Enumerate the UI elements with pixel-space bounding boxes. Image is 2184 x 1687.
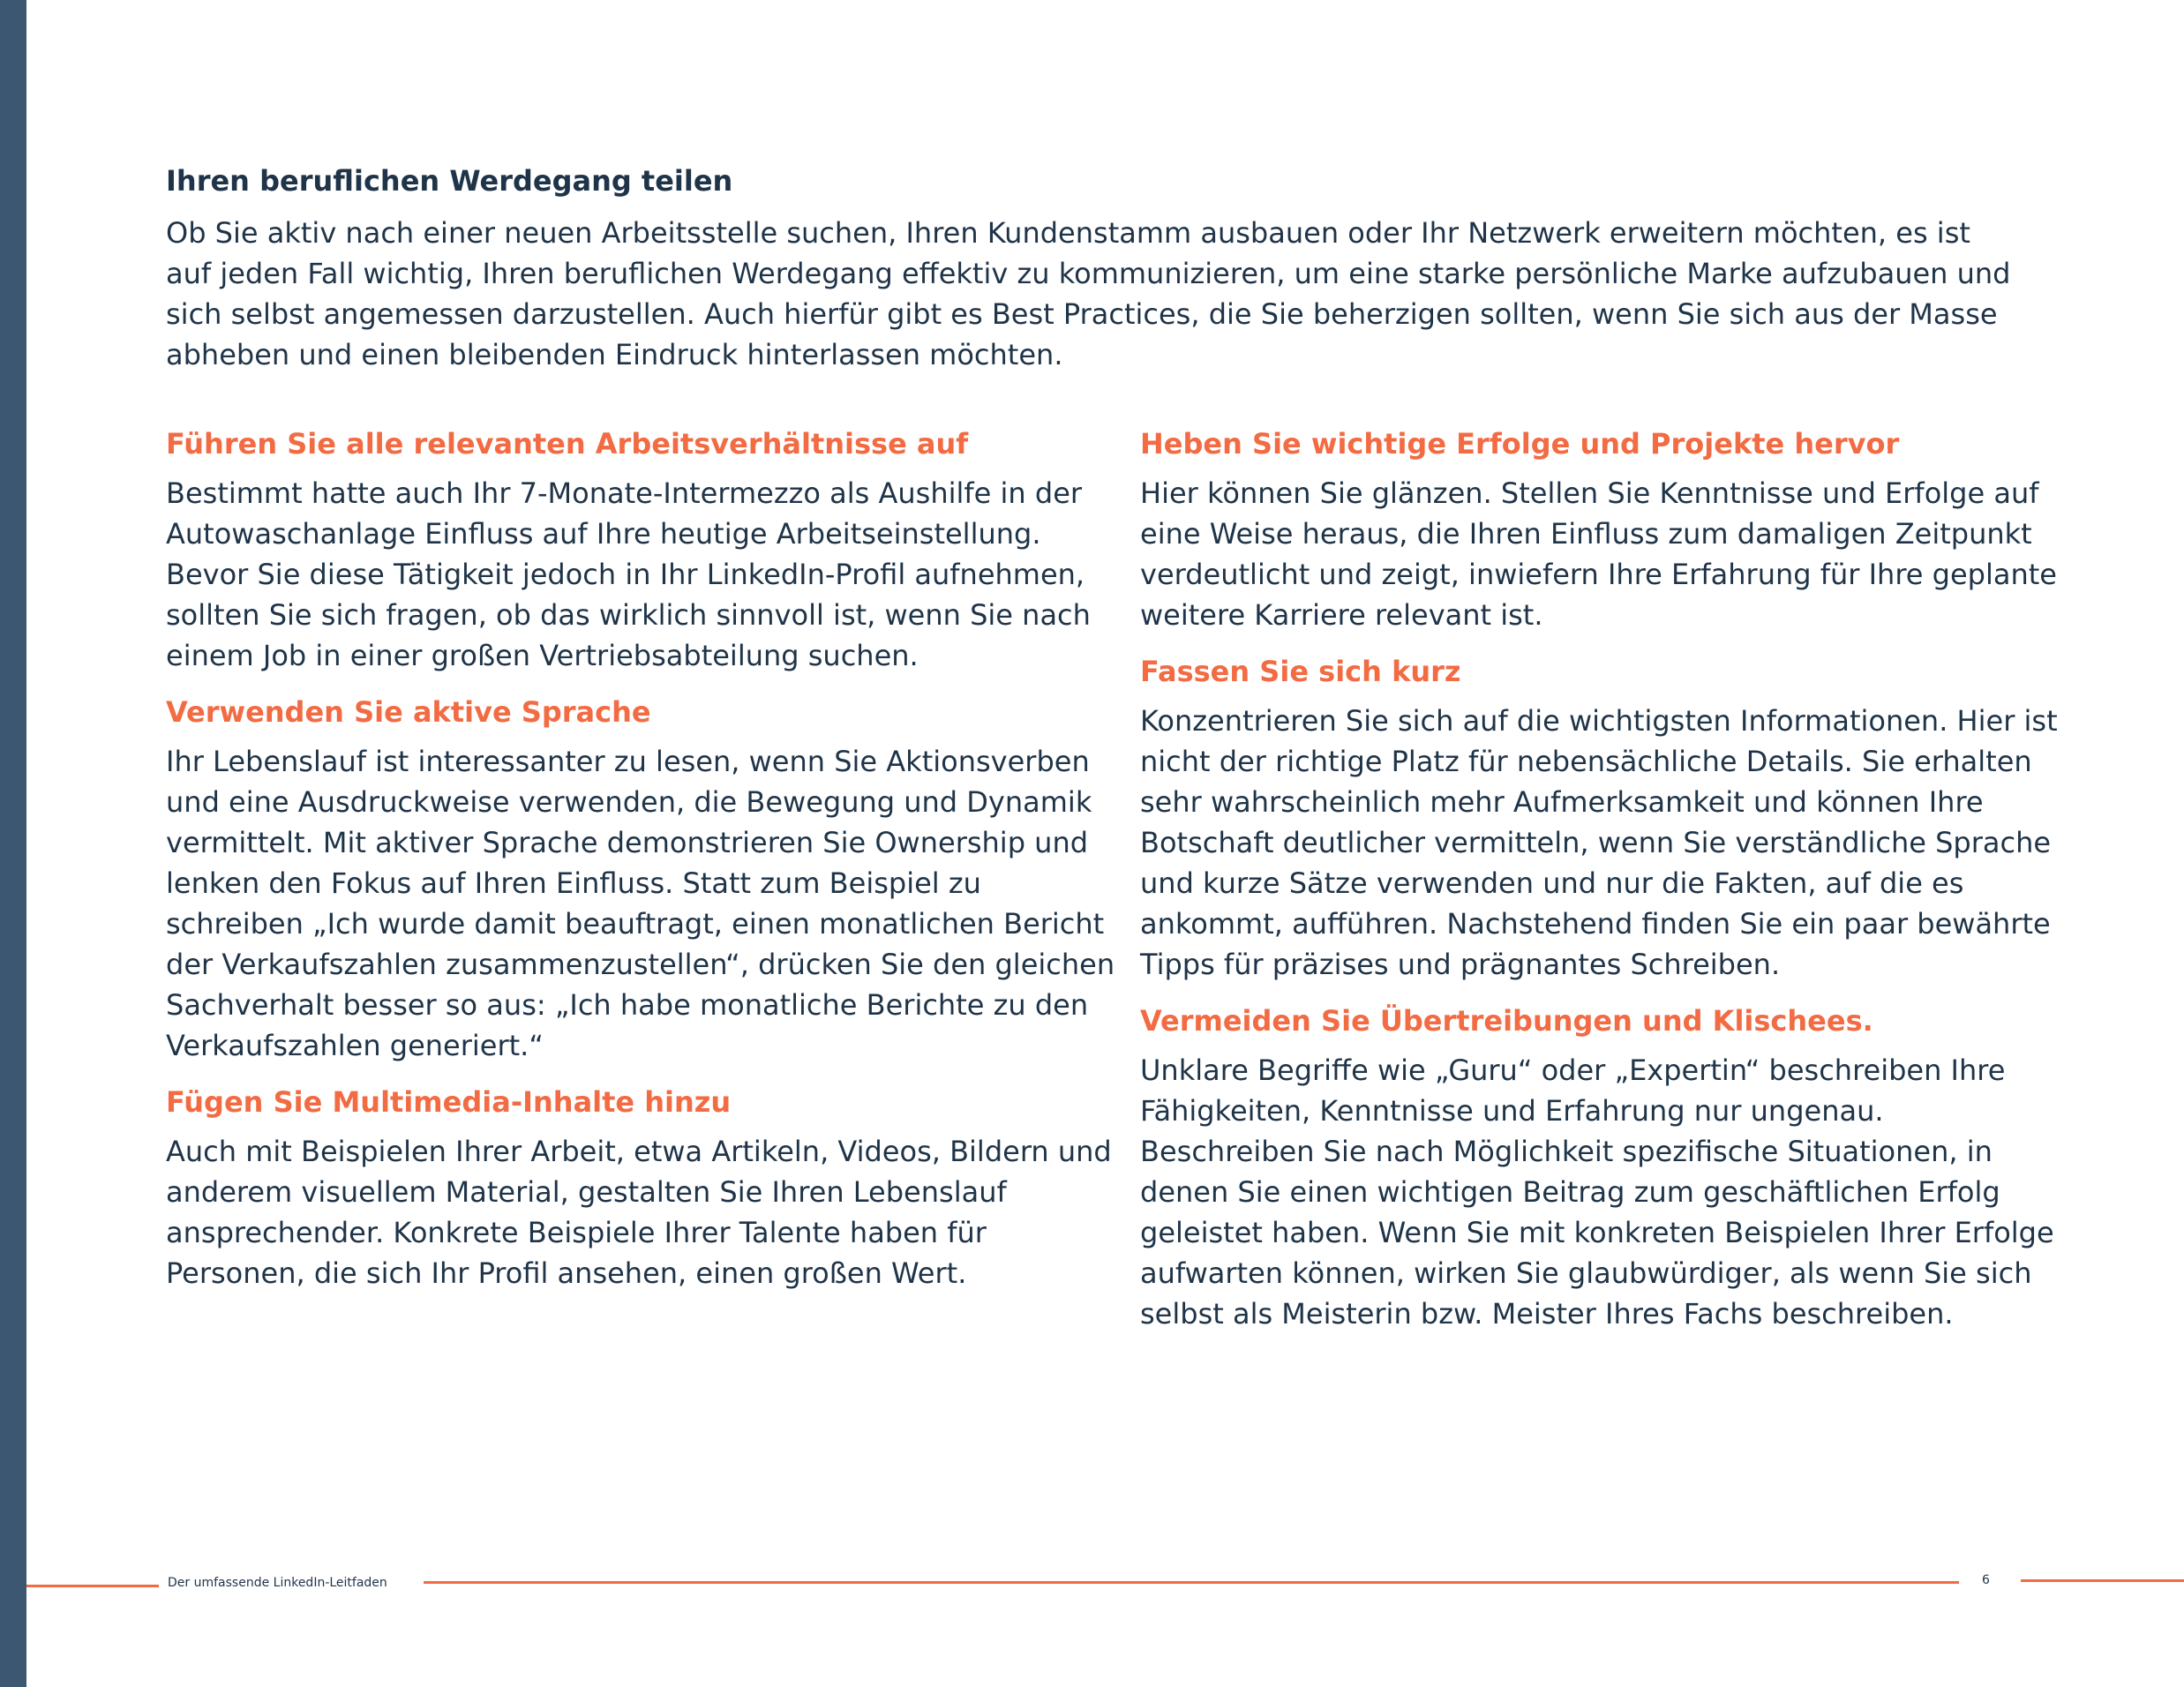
section-title: Führen Sie alle relevanten Arbeitsverhältnisse auf (166, 427, 969, 461)
intro-section (166, 161, 2019, 375)
section-avoid-cliches (1140, 1001, 2058, 1334)
section-title: Verwenden Sie aktive Sprache (166, 695, 651, 729)
section-be-brief (1140, 651, 2058, 985)
intro-paragraph: Ob Sie aktiv nach einer neuen Arbeitsstelle suchen, Ihren Kundenstamm ausbauen oder Ihr Netzwerk erweitern möchten, es ist auf jeden Fall wichtig, Ihren beruflichen Werdegang effektiv zu kommunizieren, um eine starke persönliche Marke aufzubauen und sich selbst angemessen darzustellen. Auch hierfür gibt es Best Practices, die Sie beherzigen sollten, wenn Sie sich aus der Masse abheben und einen bleibenden Eindruck hinterlassen möchten. (166, 216, 2011, 371)
section-active-language (166, 692, 1119, 1066)
section-title: Heben Sie wichtige Erfolge und Projekte hervor (1140, 427, 1900, 461)
section-text: Auch mit Beispielen Ihrer Arbeit, etwa Artikeln, Videos, Bildern und anderem visuellem Material, gestalten Sie Ihren Lebenslauf ansprechender. Konkrete Beispiele Ihrer Talente haben für Personen, die sich Ihr Profil ansehen, einen großen Wert. (166, 1135, 1112, 1290)
footer-rule-right (2021, 1579, 2184, 1582)
section-title: Fassen Sie sich kurz (1140, 655, 1461, 688)
section-text: Konzentrieren Sie sich auf die wichtigsten Informationen. Hier ist nicht der richtige Platz für nebensächliche Details. Sie erhalten sehr wahrscheinlich mehr Aufmerksamkeit und können Ihre Botschaft deutlicher vermitteln, wenn Sie verständliche Sprache und kurze Sätze verwenden und nur die Fakten, auf die es ankommt, aufführen. Nachstehend finden Sie ein paar bewährte Tipps für präzises und prägnantes Schreiben. (1140, 704, 2058, 981)
left-column (166, 424, 1119, 1309)
section-text: Hier können Sie glänzen. Stellen Sie Kenntnisse und Erfolge auf eine Weise heraus, die Ihren Einfluss zum damaligen Zeitpunkt verdeutlicht und zeigt, inwiefern Ihre Erfahrung für Ihre geplante weitere Karriere relevant ist. (1140, 476, 2057, 632)
intro-title: Ihren beruflichen Werdegang teilen (166, 164, 733, 198)
footer-label: Der umfassende LinkedIn-Leitfaden (168, 1576, 387, 1590)
section-title: Vermeiden Sie Übertreibungen und Klischees. (1140, 1004, 1873, 1038)
section-text: Ihr Lebenslauf ist interessanter zu lesen, wenn Sie Aktionsverben und eine Ausdruckweise verwenden, die Bewegung und Dynamik vermittelt. Mit aktiver Sprache demonstrieren Sie Ownership und lenken den Fokus auf Ihren Einfluss. Statt zum Beispiel zu schreiben „Ich wurde damit beauftragt, einen monatlichen Bericht der Verkaufszahlen zusammenzustellen“, drücken Sie den gleichen Sachverhalt besser so aus: „Ich habe monatliche Berichte zu den Verkaufszahlen generiert.“ (166, 745, 1115, 1062)
section-work-history (166, 424, 1119, 676)
section-text: Unklare Begriffe wie „Guru“ oder „Expertin“ beschreiben Ihre Fähigkeiten, Kenntnisse und Erfahrung nur ungenau. Beschreiben Sie nach Möglichkeit spezifische Situationen, in denen Sie einen wichtigen Beitrag zum geschäftlichen Erfolg geleistet haben. Wenn Sie mit konkreten Beispielen Ihrer Erfolge aufwarten können, wirken Sie glaubwürdiger, als wenn Sie sich selbst als Meisterin bzw. Meister Ihres Fachs beschreiben. (1140, 1053, 2054, 1331)
page-number: 6 (1982, 1573, 1990, 1587)
section-text: Bestimmt hatte auch Ihr 7-Monate-Intermezzo als Aushilfe in der Autowaschanlage Einfluss auf Ihre heutige Arbeitseinstellung. Bevor Sie diese Tätigkeit jedoch in Ihr LinkedIn-Profil aufnehmen, sollten Sie sich fragen, ob das wirklich sinnvoll ist, wenn Sie nach einem Job in einer großen Vertriebsabteilung suchen. (166, 476, 1091, 672)
section-multimedia (166, 1082, 1119, 1293)
footer-rule-middle (424, 1581, 1959, 1584)
section-title: Fügen Sie Multimedia-Inhalte hinzu (166, 1085, 732, 1119)
section-achievements (1140, 424, 2058, 635)
right-column (1140, 424, 2058, 1350)
side-accent-bar (0, 0, 26, 1687)
footer-rule-left (26, 1585, 159, 1587)
